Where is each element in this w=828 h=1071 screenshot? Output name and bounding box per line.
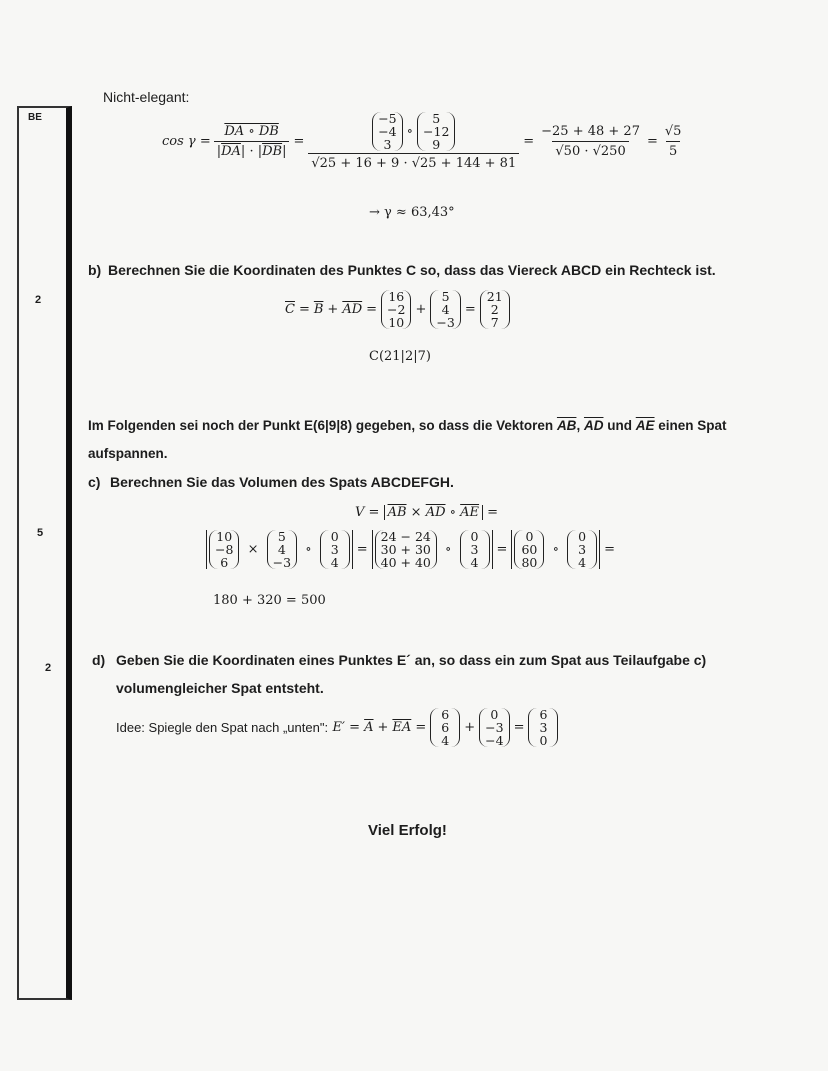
part-d-task-line2: volumengleicher Spat entsteht. [116,680,324,696]
vector-ad-c: 5 4 −3 [267,530,297,569]
vector-ad: 5 4 −3 [430,290,460,329]
score-margin-label: BE [28,112,42,123]
part-d-solution: Idee: Spiegle den Spat nach „unten": E′ = $\overline{A}$ + $\overline{EA}$ = 6 6 4 + 0 −3 −4 = 6 3 0 [116,708,558,747]
point-c-result: C(21|2|7) [369,349,431,364]
score-margin-box [17,106,72,1000]
score-points-c: 5 [37,527,44,539]
part-b-task: Berechnen Sie die Koordinaten des Punktes C so, dass das Viereck ABCD ein Rechteck ist. [108,262,716,278]
eq-2: = [523,134,535,149]
vector-e-prime: 6 3 0 [528,708,558,747]
vector-a: 6 6 4 [430,708,460,747]
gamma-result: → γ ≈ 63,43° [369,205,455,220]
volume-definition: V = $\overline{AB} \times \overline{AD}$ ∘ $\overline{AE}$ = [355,505,498,520]
spat-intro-line2: aufspannen. [88,446,168,461]
vector-ae: 0 3 4 [320,530,350,569]
cross-product-result: 0 60 80 [514,530,544,569]
vector-db: 5 −12 9 [417,112,455,151]
cos-numerator-3: −25 + 48 + 27 [541,124,640,139]
cos-lhs: cos γ = [162,134,211,149]
cos-fraction-4: $\frac{√5}{5}$ [664,124,682,159]
score-points-d: 2 [45,662,52,674]
cos-denominator-3: √50 · √250 [552,141,628,159]
idea-text: Idee: Spiegle den Spat nach „unten": [116,720,329,735]
vec-da-dot-db: DA ∘ DB [224,124,279,139]
cos-formula [162,112,684,171]
eq-3: = [646,134,658,149]
part-b-label: b) [88,262,102,278]
part-c-label: c) [88,474,101,490]
vector-b: 16 −2 10 [381,290,411,329]
eq-1: = [293,134,305,149]
volume-calculation: 10 −8 6 × 5 4 −3 ∘ 0 3 4 = 24 − 24 30 + 30 40 + 40 ∘ 0 3 4 = 0 60 80 ∘ 0 3 4 = [206,530,619,569]
closing-text: Viel Erfolg! [368,822,447,839]
vec-da: $\overline{DA}$ [221,144,241,159]
cos-fraction-2 [308,112,519,171]
vec-db: $\overline{DB}$ [262,144,283,159]
cross-product-expanded: 24 − 24 30 + 30 40 + 40 [375,530,437,569]
part-d-task-line1: Geben Sie die Koordinaten eines Punktes E´ an, so dass ein zum Spat aus Teilaufgabe c) [116,652,707,668]
volume-result: 180 + 320 = 500 [213,593,326,608]
den-dot: · [249,144,254,159]
vector-ab: 10 −8 6 [209,530,239,569]
cos-denominator-2: √25 + 16 + 9 · √25 + 144 + 81 [308,153,519,171]
vector-ea: 0 −3 −4 [479,708,509,747]
spat-intro-line1: Im Folgenden sei noch der Punkt E(6|9|8) gegeben, so dass die Vektoren $\overline{AB}$ , $\overline{AD}$ und $\overline{AE}$ einen Spat [88,418,727,433]
part-c-task: Berechnen Sie das Volumen des Spats ABCDEFGH. [110,474,454,490]
point-c-formula: $\overline{C}$ = $\overline{B}$ + $\overline{AD}$ = 16 −2 10 + 5 4 −3 = 21 2 7 [285,290,510,329]
vector-c: 21 2 7 [480,290,510,329]
intro-title: Nicht-elegant: [103,89,190,105]
dot-op: ∘ [406,124,414,139]
cos-fraction-1: $\frac{DA \circ DB}{|\overline{DA}| \cdot |\overline{DB}|}$ [214,124,290,159]
part-d-label: d) [92,652,106,668]
score-points-b: 2 [35,294,42,306]
cos-fraction-3 [538,124,643,159]
vector-da: −5 −4 3 [372,112,402,151]
